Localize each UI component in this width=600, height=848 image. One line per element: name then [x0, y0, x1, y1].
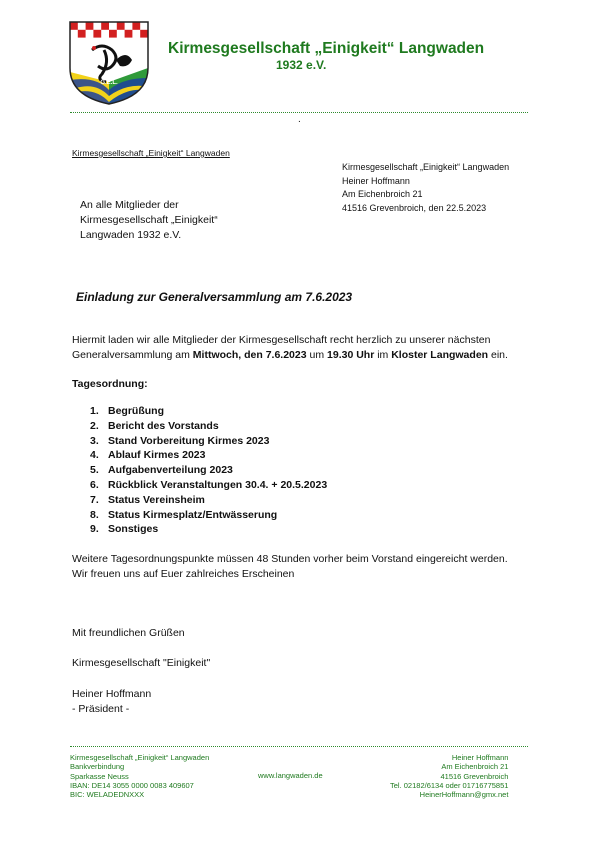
footer-line: IBAN: DE14 3055 0000 0083 409607	[70, 780, 194, 790]
recipient-line: Langwaden 1932 e.V.	[80, 229, 182, 241]
intro-text: Hiermit laden wir alle Mitglieder der Kirmesgesellschaft recht herzlich zu unserer nächsten Generalversammlung am	[72, 334, 491, 361]
agenda-item	[90, 508, 327, 523]
agenda-number: 6.	[90, 478, 99, 491]
closing-paragraph	[72, 552, 542, 582]
footer-divider	[70, 746, 528, 747]
org-subtitle: 1932 e.V.	[276, 58, 327, 72]
agenda-number: 8.	[90, 508, 99, 521]
agenda-text: Rückblick Veranstaltungen 30.4. + 20.5.2023	[108, 478, 328, 491]
intro-text: um	[306, 349, 328, 361]
intro-text: im	[374, 349, 392, 361]
agenda-item	[90, 522, 327, 537]
sender-address-line: Kirmesgesellschaft „Einigkeit“ Langwaden	[342, 162, 510, 172]
logo-text: G.E.L.	[100, 80, 118, 86]
agenda-item	[90, 478, 327, 493]
agenda-text: Bericht des Vorstands	[108, 419, 219, 432]
sender-address-line: 41516 Grevenbroich, den 22.5.2023	[342, 202, 487, 213]
footer-website: www.langwaden.de	[258, 771, 323, 780]
intro-location: Kloster Langwaden	[391, 349, 489, 361]
agenda-text: Sonstiges	[108, 523, 159, 536]
intro-date: Mittwoch, den 7.6.2023	[192, 349, 307, 361]
agenda-number: 4.	[90, 449, 99, 462]
letter-subject: Einladung zur Generalversammlung am 7.6.2023	[76, 290, 353, 304]
greeting: Mit freundlichen Grüßen	[72, 627, 185, 639]
footer-line: BIC: WELADEDNXXX	[70, 790, 145, 800]
footer-line: 41516 Grevenbroich	[440, 771, 509, 781]
header-divider	[70, 112, 528, 113]
agenda-number: 3.	[90, 434, 99, 447]
separator-dot: .	[298, 114, 301, 125]
closing-line: Weitere Tagesordnungspunkte müssen 48 Stunden vorher beim Vorstand eingereicht werden.	[72, 553, 508, 565]
agenda-text: Begrüßung	[108, 405, 164, 417]
recipient-line: Kirmesgesellschaft „Einigkeit“	[80, 214, 218, 226]
agenda-text: Status Vereinsheim	[108, 493, 205, 506]
signature-org: Kirmesgesellschaft "Einigkeit"	[72, 657, 211, 669]
intro-time: 19.30 Uhr	[327, 349, 375, 361]
club-logo-icon	[66, 20, 152, 106]
agenda-number: 7.	[90, 493, 99, 506]
signature-role: - Präsident -	[72, 703, 130, 715]
agenda-text: Aufgabenverteilung 2023	[108, 464, 233, 477]
signature-name: Heiner Hoffmann	[72, 688, 152, 700]
closing-line: Wir freuen uns auf Euer zahlreiches Erscheinen	[72, 568, 295, 580]
agenda-number: 9.	[90, 523, 99, 536]
agenda-item	[90, 434, 327, 449]
footer-line: Kirmesgesellschaft „Einigkeit“ Langwaden	[70, 753, 210, 762]
agenda-text: Stand Vorbereitung Kirmes 2023	[108, 434, 270, 447]
footer-contact	[390, 753, 508, 799]
agenda-number: 1.	[90, 405, 99, 417]
sender-address	[342, 161, 509, 215]
footer-line: Bankverbindung	[70, 762, 125, 772]
recipient-line: An alle Mitglieder der	[80, 199, 179, 211]
sender-line: Kirmesgesellschaft „Einigkeit“ Langwaden	[72, 148, 230, 158]
intro-paragraph	[72, 333, 542, 363]
agenda-text: Status Kirmesplatz/Entwässerung	[108, 508, 278, 521]
footer-line: Tel. 02182/6134 oder 01716775851	[390, 780, 509, 790]
org-title: Kirmesgesellschaft „Einigkeit“ Langwaden	[168, 40, 485, 57]
agenda-item	[90, 448, 327, 463]
agenda-list	[90, 404, 327, 537]
footer-line: Am Eichenbroich 21	[441, 762, 509, 772]
sender-address-line: Heiner Hoffmann	[342, 175, 410, 186]
intro-text: ein.	[488, 349, 508, 361]
agenda-title: Tagesordnung:	[72, 378, 148, 390]
agenda-item	[90, 463, 327, 478]
agenda-item	[90, 493, 327, 508]
recipient-block	[80, 198, 218, 243]
footer-line: Heiner Hoffmann	[451, 753, 509, 762]
agenda-item	[90, 404, 327, 419]
agenda-text: Ablauf Kirmes 2023	[108, 449, 206, 462]
agenda-item	[90, 419, 327, 434]
footer-line: Sparkasse Neuss	[70, 771, 129, 781]
agenda-number: 2.	[90, 419, 99, 432]
footer-bank-info	[70, 753, 209, 799]
agenda-number: 5.	[90, 464, 99, 477]
signature-block	[72, 687, 151, 717]
sender-address-line: Am Eichenbroich 21	[342, 189, 423, 199]
footer-line: HeinerHoffmann@gmx.net	[419, 790, 509, 800]
